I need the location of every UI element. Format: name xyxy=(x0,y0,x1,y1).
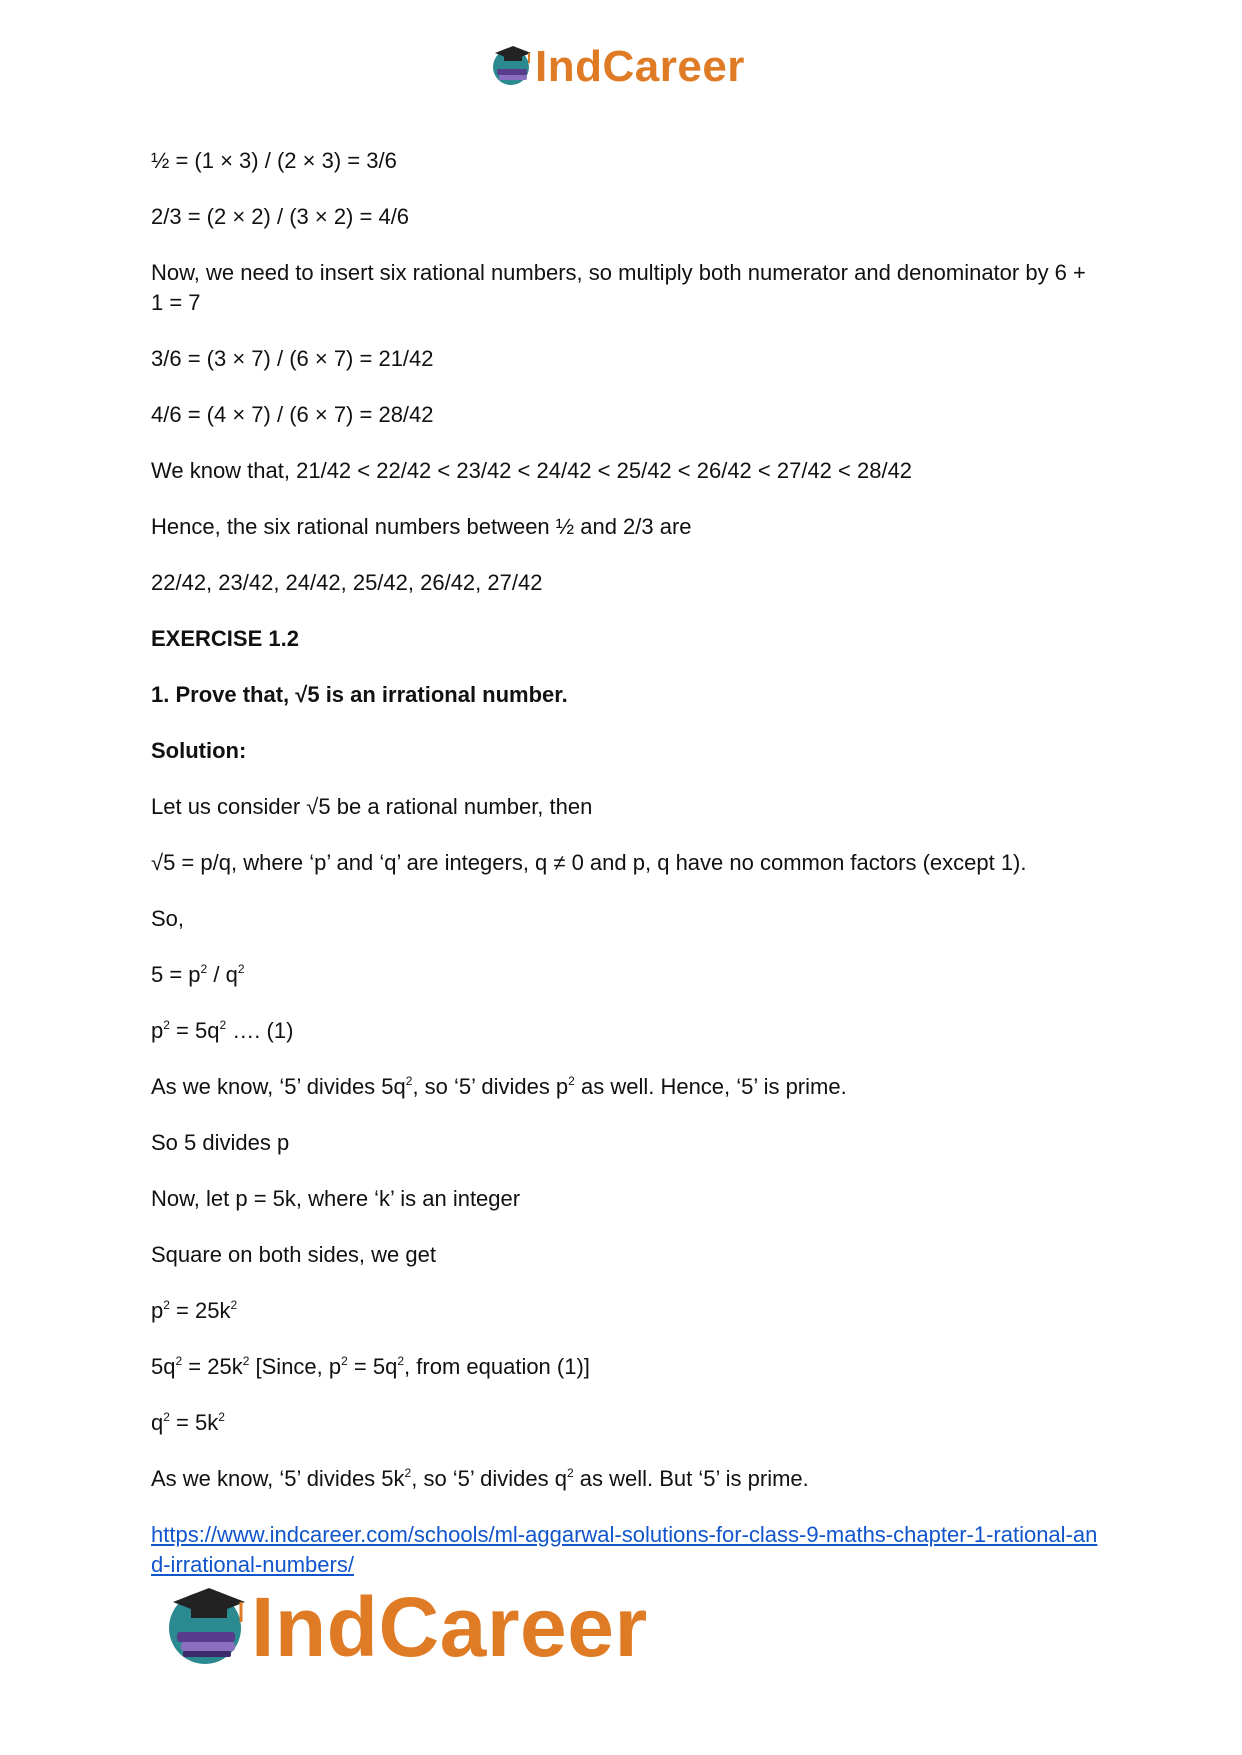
text-line: ½ = (1 × 3) / (2 × 3) = 3/6 xyxy=(151,148,397,173)
solution-label: Solution: xyxy=(151,738,247,763)
text-line: Now, we need to insert six rational numbers, so multiply both numerator and denominator by 6 + 1 = 7 xyxy=(151,260,1086,315)
text-line: So 5 divides p xyxy=(151,1130,290,1155)
books-cap-icon xyxy=(163,1582,247,1673)
page-content xyxy=(151,146,1101,1580)
equation-line: $5q^2 = 25k^2$ [Since, $p^2 = 5q^2$, from equation (1)] xyxy=(151,1354,590,1379)
equation-line: $p^2 = 25k^2$ xyxy=(151,1298,238,1323)
brand-name: IndCareer xyxy=(251,1580,648,1674)
exercise-heading: EXERCISE 1.2 xyxy=(151,626,299,651)
equation-line: As we know, ‘5’ divides $5q^2$, so ‘5’ divides $p^2$ as well. Hence, ‘5’ is prime. xyxy=(151,1074,847,1099)
equation-line: $p^2 = 5q^2$ …. (1) xyxy=(151,1018,294,1043)
equation-line: As we know, ‘5’ divides $5k^2$, so ‘5’ divides $q^2$ as well. But ‘5’ is prime. xyxy=(151,1466,809,1491)
text-line: Let us consider √5 be a rational number, then xyxy=(151,794,593,819)
text-line: Hence, the six rational numbers between ½ and 2/3 are xyxy=(151,514,692,539)
text-line: 2/3 = (2 × 2) / (3 × 2) = 4/6 xyxy=(151,204,410,229)
brand-name: IndCareer xyxy=(535,42,745,91)
books-cap-icon xyxy=(489,41,533,94)
header-logo xyxy=(489,40,745,94)
text-line: 4/6 = (4 × 7) / (6 × 7) = 28/42 xyxy=(151,402,434,427)
text-line: 22/42, 23/42, 24/42, 25/42, 26/42, 27/42 xyxy=(151,570,543,595)
text-line: √5 = p/q, where ‘p’ and ‘q’ are integers, q ≠ 0 and p, q have no common factors (except 1). xyxy=(151,850,1027,875)
source-link[interactable]: https://www.indcareer.com/schools/ml-aggarwal-solutions-for-class-9-maths-chapter-1-rational-and-irrational-numbers/ xyxy=(151,1522,1098,1577)
equation-line: $q^2 = 5k^2$ xyxy=(151,1410,225,1435)
text-line: We know that, 21/42 < 22/42 < 23/42 < 24/42 < 25/42 < 26/42 < 27/42 < 28/42 xyxy=(151,458,913,483)
question-heading: 1. Prove that, √5 is an irrational number. xyxy=(151,682,568,707)
text-line: Square on both sides, we get xyxy=(151,1242,436,1267)
footer-logo xyxy=(163,1582,648,1672)
text-line: Now, let p = 5k, where ‘k’ is an integer xyxy=(151,1186,521,1211)
text-line: So, xyxy=(151,906,185,931)
text-line: 3/6 = (3 × 7) / (6 × 7) = 21/42 xyxy=(151,346,434,371)
equation-line: $5 = p^2 / q^2$ xyxy=(151,962,245,987)
